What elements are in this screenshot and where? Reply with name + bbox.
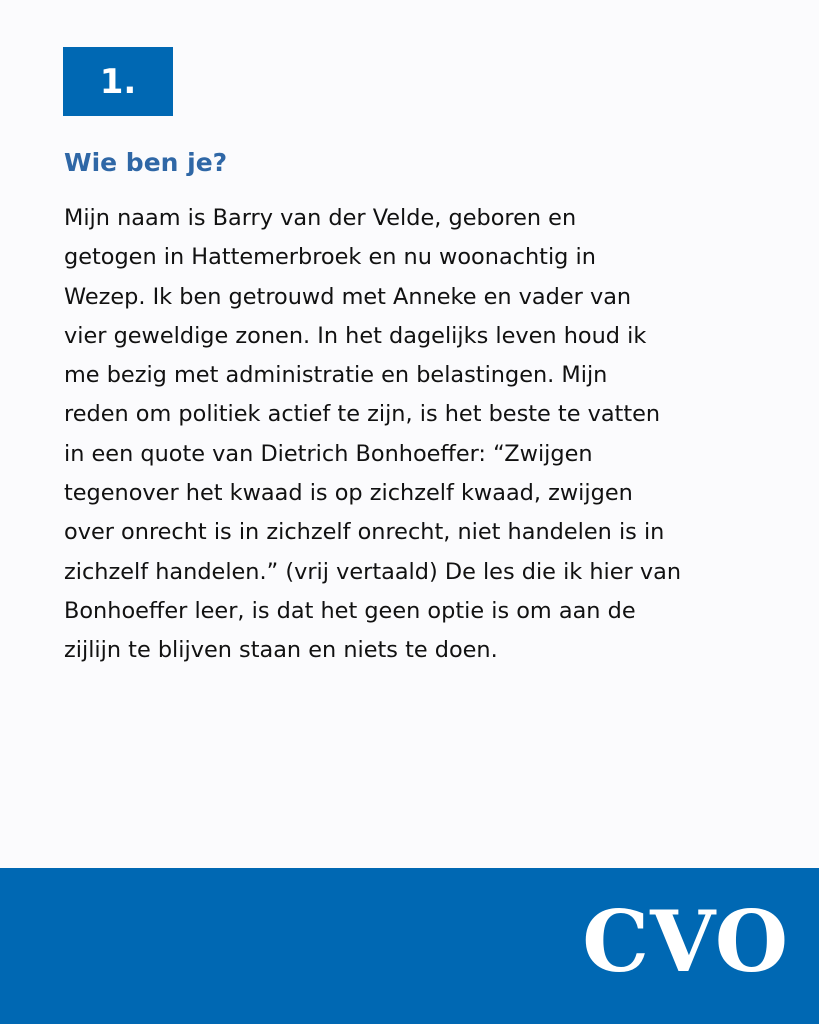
body-line: tegenover het kwaad is op zichzelf kwaad, zwijgen: [64, 480, 633, 507]
body-line: in een quote van Dietrich Bonhoeffer: “Zwijgen: [64, 440, 593, 467]
body-line: Bonhoeffer leer, is dat het geen optie is om aan de: [64, 597, 636, 624]
question-heading: Wie ben je?: [64, 148, 228, 177]
body-line: Wezep. Ik ben getrouwd met Anneke en vader van: [64, 283, 632, 310]
cvo-logo: CVO: [582, 892, 789, 991]
body-line: reden om politiek actief te zijn, is het beste te vatten: [64, 401, 661, 428]
body-line: zichzelf handelen.” (vrij vertaald) De les die ik hier van: [64, 558, 682, 585]
footer-band: [0, 868, 819, 1024]
body-line: over onrecht is in zichzelf onrecht, niet handelen is in: [64, 519, 665, 546]
body-line: me bezig met administratie en belastingen. Mijn: [64, 362, 608, 389]
body-line: getogen in Hattemerbroek en nu woonachtig in: [64, 244, 596, 271]
body-line: vier geweldige zonen. In het dagelijks leven houd ik: [64, 322, 647, 349]
body-line: Mijn naam is Barry van der Velde, geboren en: [64, 205, 577, 231]
body-text: [64, 199, 784, 671]
number-badge: [63, 47, 173, 116]
badge-number: 1.: [99, 61, 137, 102]
body-line: zijlijn te blijven staan en niets te doen.: [64, 637, 498, 664]
